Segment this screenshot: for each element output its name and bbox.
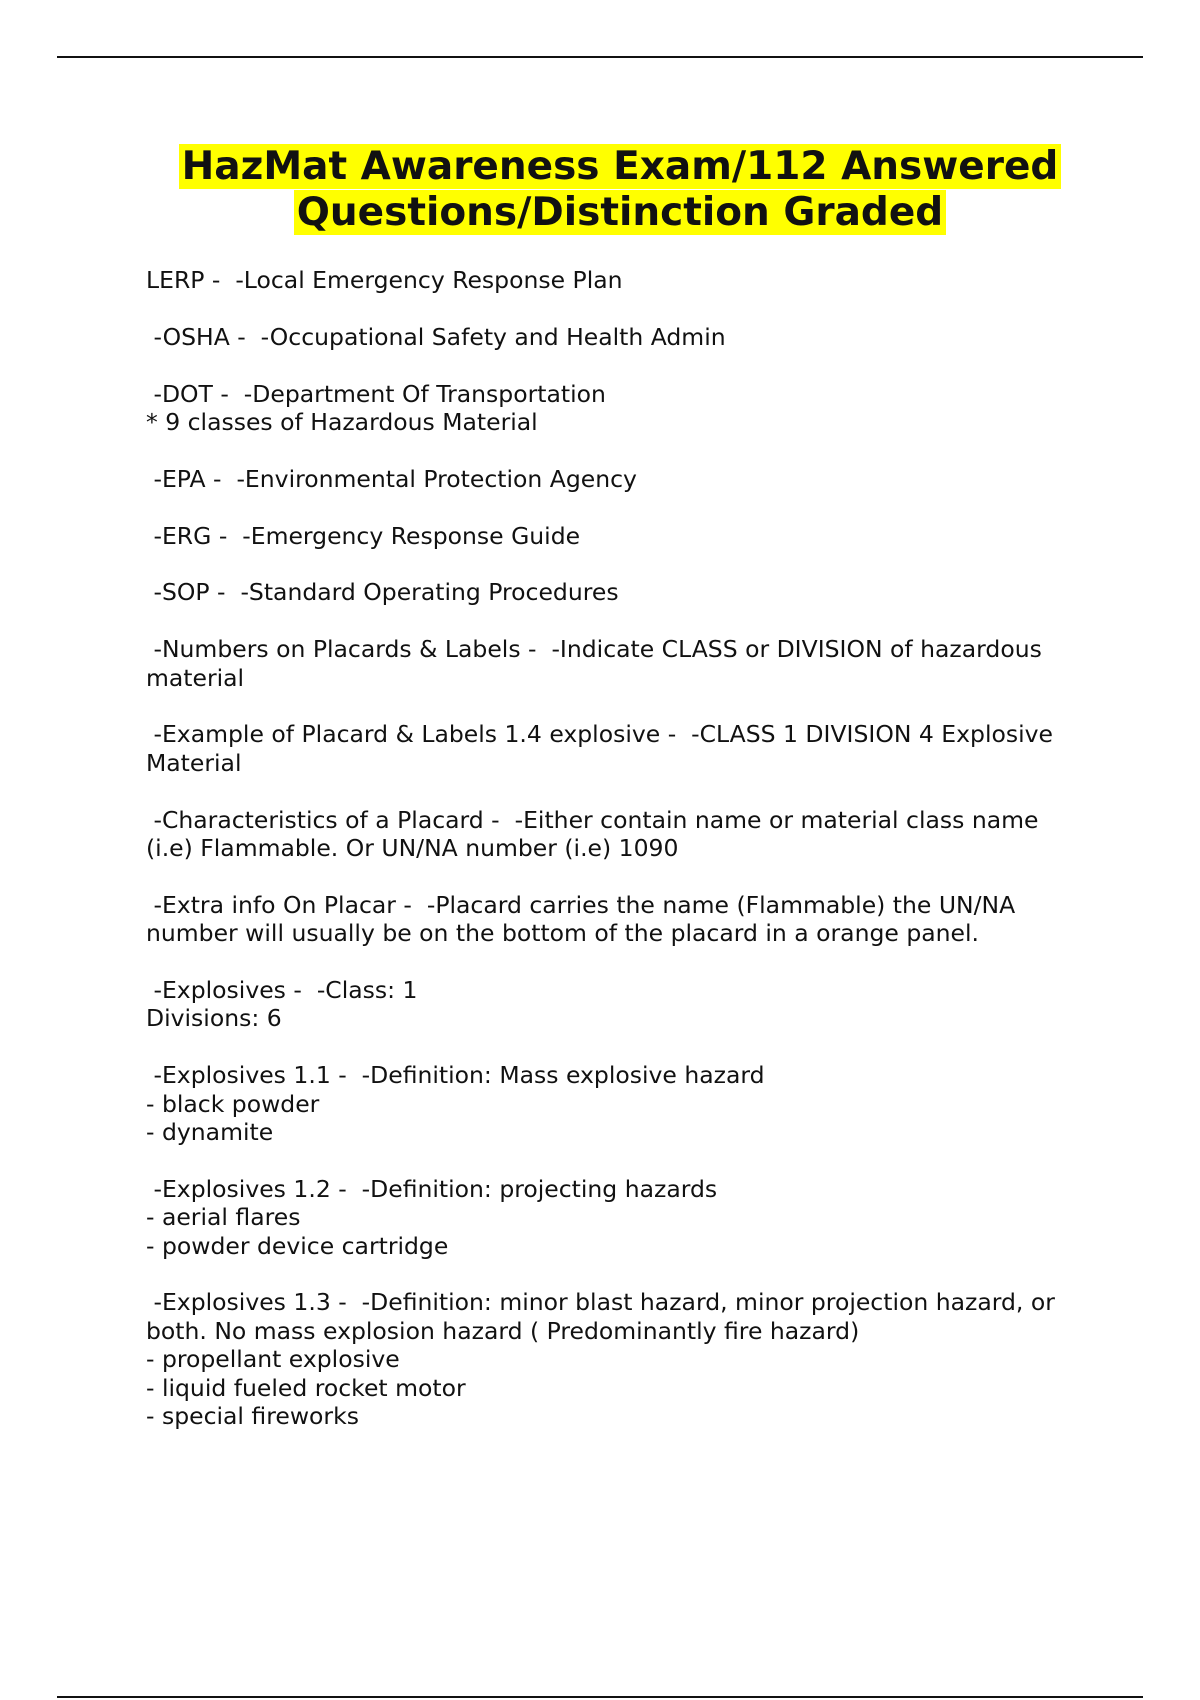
- entry-term-line: -Example of Placard & Labels 1.4 explosive - -CLASS 1 DIVISION 4 Explosive: [146, 720, 1054, 749]
- entry-detail-line: - special fireworks: [146, 1402, 359, 1431]
- entry-detail-line: - black powder: [146, 1089, 320, 1118]
- entry-term-line: -SOP - -Standard Operating Procedures: [146, 578, 619, 607]
- entry-term-line: -Explosives 1.2 - -Definition: projecting hazards: [146, 1174, 718, 1203]
- entry-term-line: -Explosives 1.3 - -Definition: minor blast hazard, minor projection hazard, or: [146, 1288, 1055, 1317]
- qa-entry: [146, 465, 1086, 493]
- entry-detail-line: material: [146, 663, 245, 692]
- entry-detail-line: both. No mass explosion hazard ( Predominantly fire hazard): [146, 1316, 860, 1345]
- entry-term-line: -OSHA - -Occupational Safety and Health Admin: [146, 322, 726, 351]
- qa-entry: [146, 380, 1086, 437]
- entry-term-line: -EPA - -Environmental Protection Agency: [146, 464, 637, 493]
- entry-term-line: LERP - -Local Emergency Response Plan: [146, 266, 623, 294]
- qa-entry: [146, 1175, 1086, 1260]
- qa-entry: [146, 578, 1086, 606]
- qa-entry: [146, 1288, 1086, 1430]
- bottom-rule: [57, 1696, 1143, 1698]
- qa-entry: [146, 720, 1086, 777]
- qa-entry: [146, 976, 1086, 1033]
- qa-entry: [146, 806, 1086, 863]
- entry-detail-line: Material: [146, 748, 242, 777]
- title-line-1: HazMat Awareness Exam/112 Answered: [179, 144, 1062, 189]
- qa-entry: [146, 522, 1086, 550]
- document-body: [146, 266, 1086, 1459]
- entry-detail-line: number will usually be on the bottom of the placard in a orange panel.: [146, 919, 979, 948]
- qa-entry: [146, 1061, 1086, 1146]
- qa-entry: [146, 635, 1086, 692]
- entry-term-line: -Explosives - -Class: 1: [146, 976, 418, 1004]
- entry-detail-line: - powder device cartridge: [146, 1231, 449, 1260]
- document-title: [120, 144, 1120, 236]
- entry-term-line: -Extra info On Placar - -Placard carries the name (Flammable) the UN/NA: [146, 890, 1016, 919]
- entry-term-line: -Explosives 1.1 - -Definition: Mass explosive hazard: [146, 1061, 765, 1090]
- qa-entry: [146, 266, 1086, 294]
- entry-detail-line: (i.e) Flammable. Or UN/NA number (i.e) 1090: [146, 834, 679, 862]
- qa-entry: [146, 323, 1086, 351]
- entry-detail-line: - dynamite: [146, 1118, 274, 1147]
- entry-detail-line: * 9 classes of Hazardous Material: [146, 408, 538, 436]
- title-line-2: Questions/Distinction Graded: [294, 190, 946, 235]
- entry-detail-line: - propellant explosive: [146, 1345, 400, 1374]
- entry-detail-line: - aerial flares: [146, 1203, 301, 1232]
- top-rule: [57, 56, 1143, 58]
- entry-term-line: -DOT - -Department Of Transportation: [146, 379, 606, 408]
- entry-term-line: -Numbers on Placards & Labels - -Indicate CLASS or DIVISION of hazardous: [146, 635, 1042, 664]
- entry-term-line: -ERG - -Emergency Response Guide: [146, 521, 581, 550]
- entry-detail-line: Divisions: 6: [146, 1004, 282, 1033]
- entry-term-line: -Characteristics of a Placard - -Either contain name or material class name: [146, 805, 1039, 834]
- qa-entry: [146, 891, 1086, 948]
- entry-detail-line: - liquid fueled rocket motor: [146, 1373, 466, 1402]
